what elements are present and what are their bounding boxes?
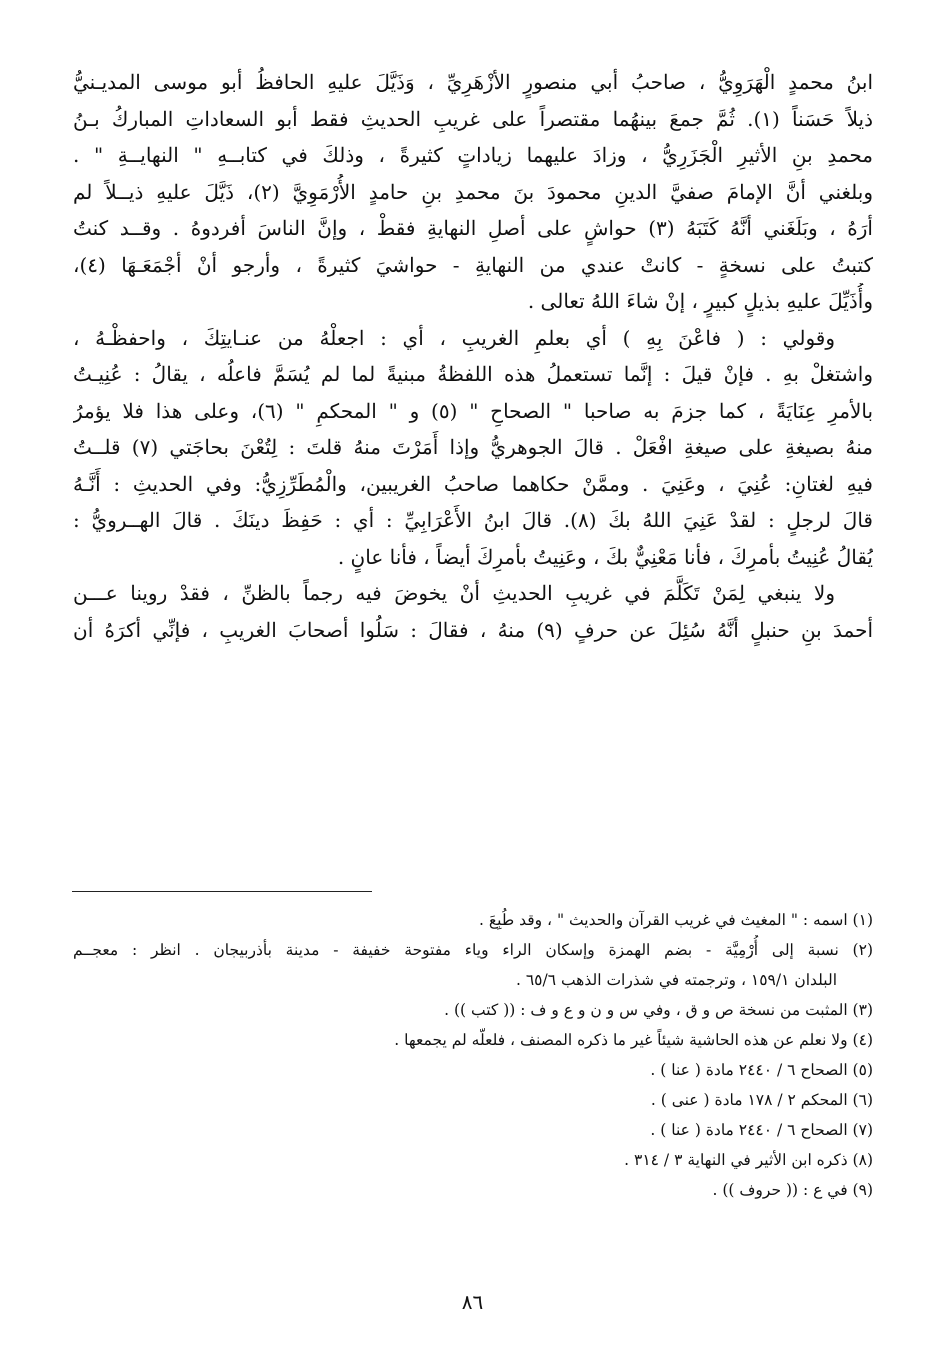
footnote: (٤) ولا نعلم عن هذه الحاشية شيئاً غير ما ذكره المصنف ، فلعلّه لم يجمعها . [394, 1031, 873, 1049]
footnote-separator [72, 891, 372, 892]
text-line: محمدِ بنِ الأثيرِ الْجَزَرِيُّ ، وزادَ عليهما زياداتٍ كثيرةً ، وذلكَ في كتابــهِ " النهايــةِ " . [73, 143, 873, 167]
text-line: بالأمرِ عِنَايَةً ، كما جزمَ به صاحبا " الصحاحِ " (٥) و " المحكمِ " (٦)، وعلى هذا فلا يؤمرُ [73, 398, 873, 423]
footnote: (٩) في ع : (( حروف )) . [712, 1181, 873, 1199]
page-number: ٨٦ [461, 1290, 484, 1314]
main-text [73, 64, 873, 648]
footnotes [73, 905, 873, 1205]
footnote: (١) اسمه : " المغيث في غريب القرآن والحديث " ، وقد طُبِعَ . [479, 911, 873, 929]
text-line: ولا ينبغي لِمَنْ تَكَلَّمَ في غريبِ الحديثِ أنْ يخوضَ فيه رجماً بالظنِّ ، فقدْ روينا عـــن [73, 581, 835, 605]
footnote: (٣) المثبت من نسخة ص و ق ، وفي س و ن و ع و ف : (( كتب )) . [444, 1001, 873, 1019]
text-line: أرَهُ ، وبَلَغَني أنَّهُ كَتَبَهُ (٣) حواشٍ على أصلِ النهايةِ فقطْ ، وإنَّ الناسَ أفردوهُ . وقــد كنتُ [73, 216, 873, 240]
footnote: (٥) الصحاح ٦ / ٢٤٤٠ مادة ( عنا ) . [650, 1061, 873, 1079]
footnote: (٨) ذكره ابن الأثير في النهاية ٣ / ٣١٤ . [624, 1151, 873, 1169]
text-line: ذيلاً حَسَناً (١). ثُمَّ جمعَ بينهُما مقتصراً على غريبِ الحديثِ فقط أبو السعاداتِ المباركُ بـنُ [73, 106, 873, 131]
text-line: أحمدَ بنِ حنبلٍ أنَّهُ سُئِلَ عن حرفٍ (٩) منهُ ، فقالَ : سَلُوا أصحابَ الغريبِ ، فإنِّي أكرَهُ أن [73, 617, 873, 642]
footnote: (٦) المحكم ٢ / ١٧٨ مادة ( عنى ) . [650, 1091, 873, 1109]
text-line: واشتغلْ بهِ . فإنْ قيلَ : إنَّما تستعملُ هذه اللفظةُ مبنيةً لما لم يُسَمَّ فاعلُه ، يقالُ : عُنِيـتُ [73, 362, 873, 386]
text-line: قالَ لرجلٍ : لقدْ عَنِيَ اللهُ بكَ (٨). قالَ ابنُ الأَعْرَابِيِّ : أي : حَفِظَ دينَكَ . قالَ الهــرويُّ : [73, 508, 873, 532]
text-line: وبلغني أنَّ الإمامَ صفيَّ الدينِ محمودَ بنَ محمدِ بنِ حامدٍ الأُرْمَوِيَّ (٢)، ذَيَّلَ عليهِ ذيــلاً لم [73, 179, 873, 204]
text-line: منهُ بصيغةِ على صيغةِ افْعَلْ . قالَ الجوهريُّ وإذا أَمَرْتَ منهُ قلتَ : لِتُعْنَ بحاجَتي (٧) قلــتُ [73, 435, 873, 459]
footnote-continuation: البلدان ١٥٩/١ ، وترجمته في شذرات الذهب ٦٥/٦ . [515, 971, 837, 989]
footnote: (٢) نسبة إلى أُرْمِيَّة - بضم الهمزة وإسكان الراء وياء مفتوحة خفيفة - مدينة بأذربيجان . انظر : معجــم [73, 941, 873, 959]
text-line: كتبتُ على نسخةٍ - كانتْ عندي من النهايةِ - حواشيَ كثيرةً ، وأرجو أنْ أجْمَعَـهَا (٤)، [73, 252, 873, 277]
text-line: ابنُ محمدٍ الْهَرَوِيُّ ، صاحبُ أبي منصورٍ الأزْهَرِيِّ ، وَذَيَّلَ عليهِ الحافظُ أبو موسى المديـنيُّ [73, 70, 873, 94]
text-line: وأُذَيِّلَ عليهِ بذيلٍ كبيرٍ ، إنْ شاءَ اللهُ تعالى . [527, 289, 873, 313]
text-line: فيهِ لغتانِ: عُنِيَ ، وعَنِيَ . وممَّنْ حكاهما صاحبُ الغريبين، والْمُطَرِّزِيُّ: وفي الحديثِ : أَنَّـهُ [73, 471, 873, 496]
text-line: يُقالُ عُنِيتُ بأمرِكَ ، فأنا مَعْنِيٌّ بكَ ، وعَنِيتُ بأمرِكَ أيضاً ، فأنا عانٍ . [337, 544, 873, 569]
footnote: (٧) الصحاح ٦ / ٢٤٤٠ مادة ( عنا ) . [650, 1121, 873, 1139]
text-line: وقولي : ( فاعْنَ بِهِ ) أي بعلمِ الغريبِ ، أي : اجعلْهُ من عنـايتِكَ ، واحفظْـهُ ، [73, 325, 835, 350]
